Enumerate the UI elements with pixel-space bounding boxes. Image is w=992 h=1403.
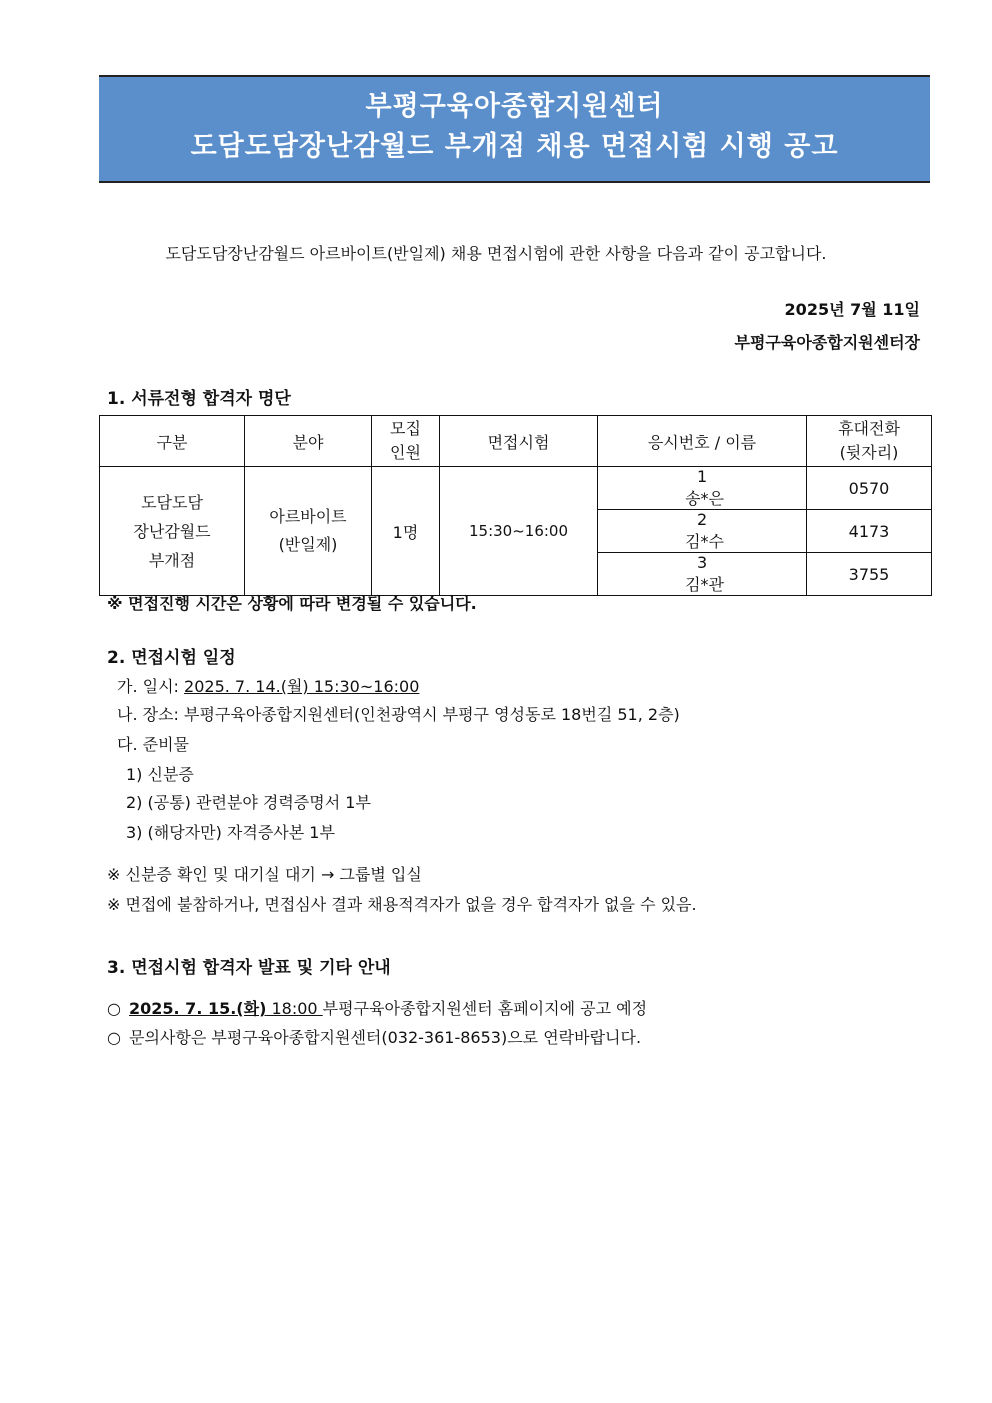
title-banner	[99, 75, 930, 183]
category-cell	[100, 467, 245, 596]
field-line: 아르바이트	[269, 507, 347, 526]
circle-bullet-icon: ○	[107, 1028, 121, 1047]
field-line: (반일제)	[278, 535, 338, 554]
header-applicant: 응시번호 / 이름	[598, 416, 807, 467]
header-phone-line1: 휴대전화	[838, 419, 900, 438]
table-header-row	[100, 416, 932, 467]
checkin-note: ※ 신분증 확인 및 대기실 대기 → 그룹별 입실	[107, 865, 422, 884]
intro-text: 도담도담장난감월드 아르바이트(반일제) 채용 면접시험에 관한 사항을 다음과 같이 공고합니다.	[165, 244, 827, 263]
announce-time: 18:00	[266, 999, 323, 1018]
announce-item	[107, 996, 647, 1019]
applicant-table	[99, 415, 932, 596]
category-line: 부개점	[148, 550, 196, 570]
title-line-1: 부평구육아종합지원센터	[365, 91, 664, 122]
interview-date-label: 가. 일시:	[117, 677, 185, 696]
header-recruit	[372, 416, 440, 467]
recruit-cell: 1명	[372, 467, 440, 596]
header-phone-line2: (뒷자리)	[839, 443, 899, 462]
header-category: 구분	[100, 416, 245, 467]
applicant-name: 송*은	[685, 489, 724, 508]
section2-heading: 2. 면접시험 일정	[107, 648, 236, 668]
applicant-cell	[598, 467, 807, 510]
applicant-cell	[598, 553, 807, 596]
header-field: 분야	[245, 416, 372, 467]
applicant-number: 1	[697, 467, 708, 486]
phone-cell: 0570	[807, 467, 932, 510]
prep-item: 2) (공통) 관련분야 경력증명서 1부	[126, 793, 371, 812]
contact-item	[107, 1025, 641, 1048]
applicant-name: 김*관	[685, 575, 724, 594]
field-cell	[245, 467, 372, 596]
interview-place: 나. 장소: 부평구육아종합지원센터(인천광역시 부평구 영성동로 18번길 51, 2층)	[117, 705, 680, 724]
title-line-2: 도담도담장난감월드 부개점 채용 면접시험 시행 공고	[190, 131, 839, 162]
interview-date-value: 2025. 7. 14.(월) 15:30~16:00	[184, 677, 420, 696]
header-interview: 면접시험	[440, 416, 598, 467]
issuer: 부평구육아종합지원센터장	[734, 333, 920, 352]
header-recruit-line2: 인원	[390, 443, 421, 462]
header-phone	[807, 416, 932, 467]
applicant-cell	[598, 510, 807, 553]
announce-date: 2025. 7. 15.(화)	[129, 999, 267, 1018]
applicant-name: 김*수	[685, 532, 724, 551]
schedule-change-note: ※ 면접진행 시간은 상황에 따라 변경될 수 있습니다.	[107, 594, 477, 613]
table-row	[100, 467, 932, 510]
section1-heading: 1. 서류전형 합격자 명단	[107, 389, 291, 409]
applicant-number: 2	[697, 510, 708, 529]
category-line: 장난감월드	[133, 521, 211, 541]
absence-note: ※ 면접에 불참하거나, 면접심사 결과 채용적격자가 없을 경우 합격자가 없을 수 있음.	[107, 895, 697, 914]
interview-time-cell: 15:30~16:00	[440, 467, 598, 596]
prep-item: 1) 신분증	[126, 765, 194, 784]
section3-heading: 3. 면접시험 합격자 발표 및 기타 안내	[107, 958, 391, 978]
prep-label: 다. 준비물	[117, 735, 189, 754]
contact-text: 문의사항은 부평구육아종합지원센터(032-361-8653)으로 연락바랍니다.	[129, 1028, 642, 1047]
circle-bullet-icon: ○	[107, 999, 121, 1018]
prep-item: 3) (해당자만) 자격증사본 1부	[126, 823, 335, 842]
header-recruit-line1: 모집	[390, 419, 421, 438]
category-line: 도담도담	[141, 492, 203, 512]
applicant-number: 3	[697, 553, 708, 572]
interview-date-line	[117, 674, 419, 697]
phone-cell: 3755	[807, 553, 932, 596]
phone-cell: 4173	[807, 510, 932, 553]
notice-date: 2025년 7월 11일	[784, 300, 920, 319]
announce-rest: 부평구육아종합지원센터 홈페이지에 공고 예정	[322, 999, 648, 1018]
